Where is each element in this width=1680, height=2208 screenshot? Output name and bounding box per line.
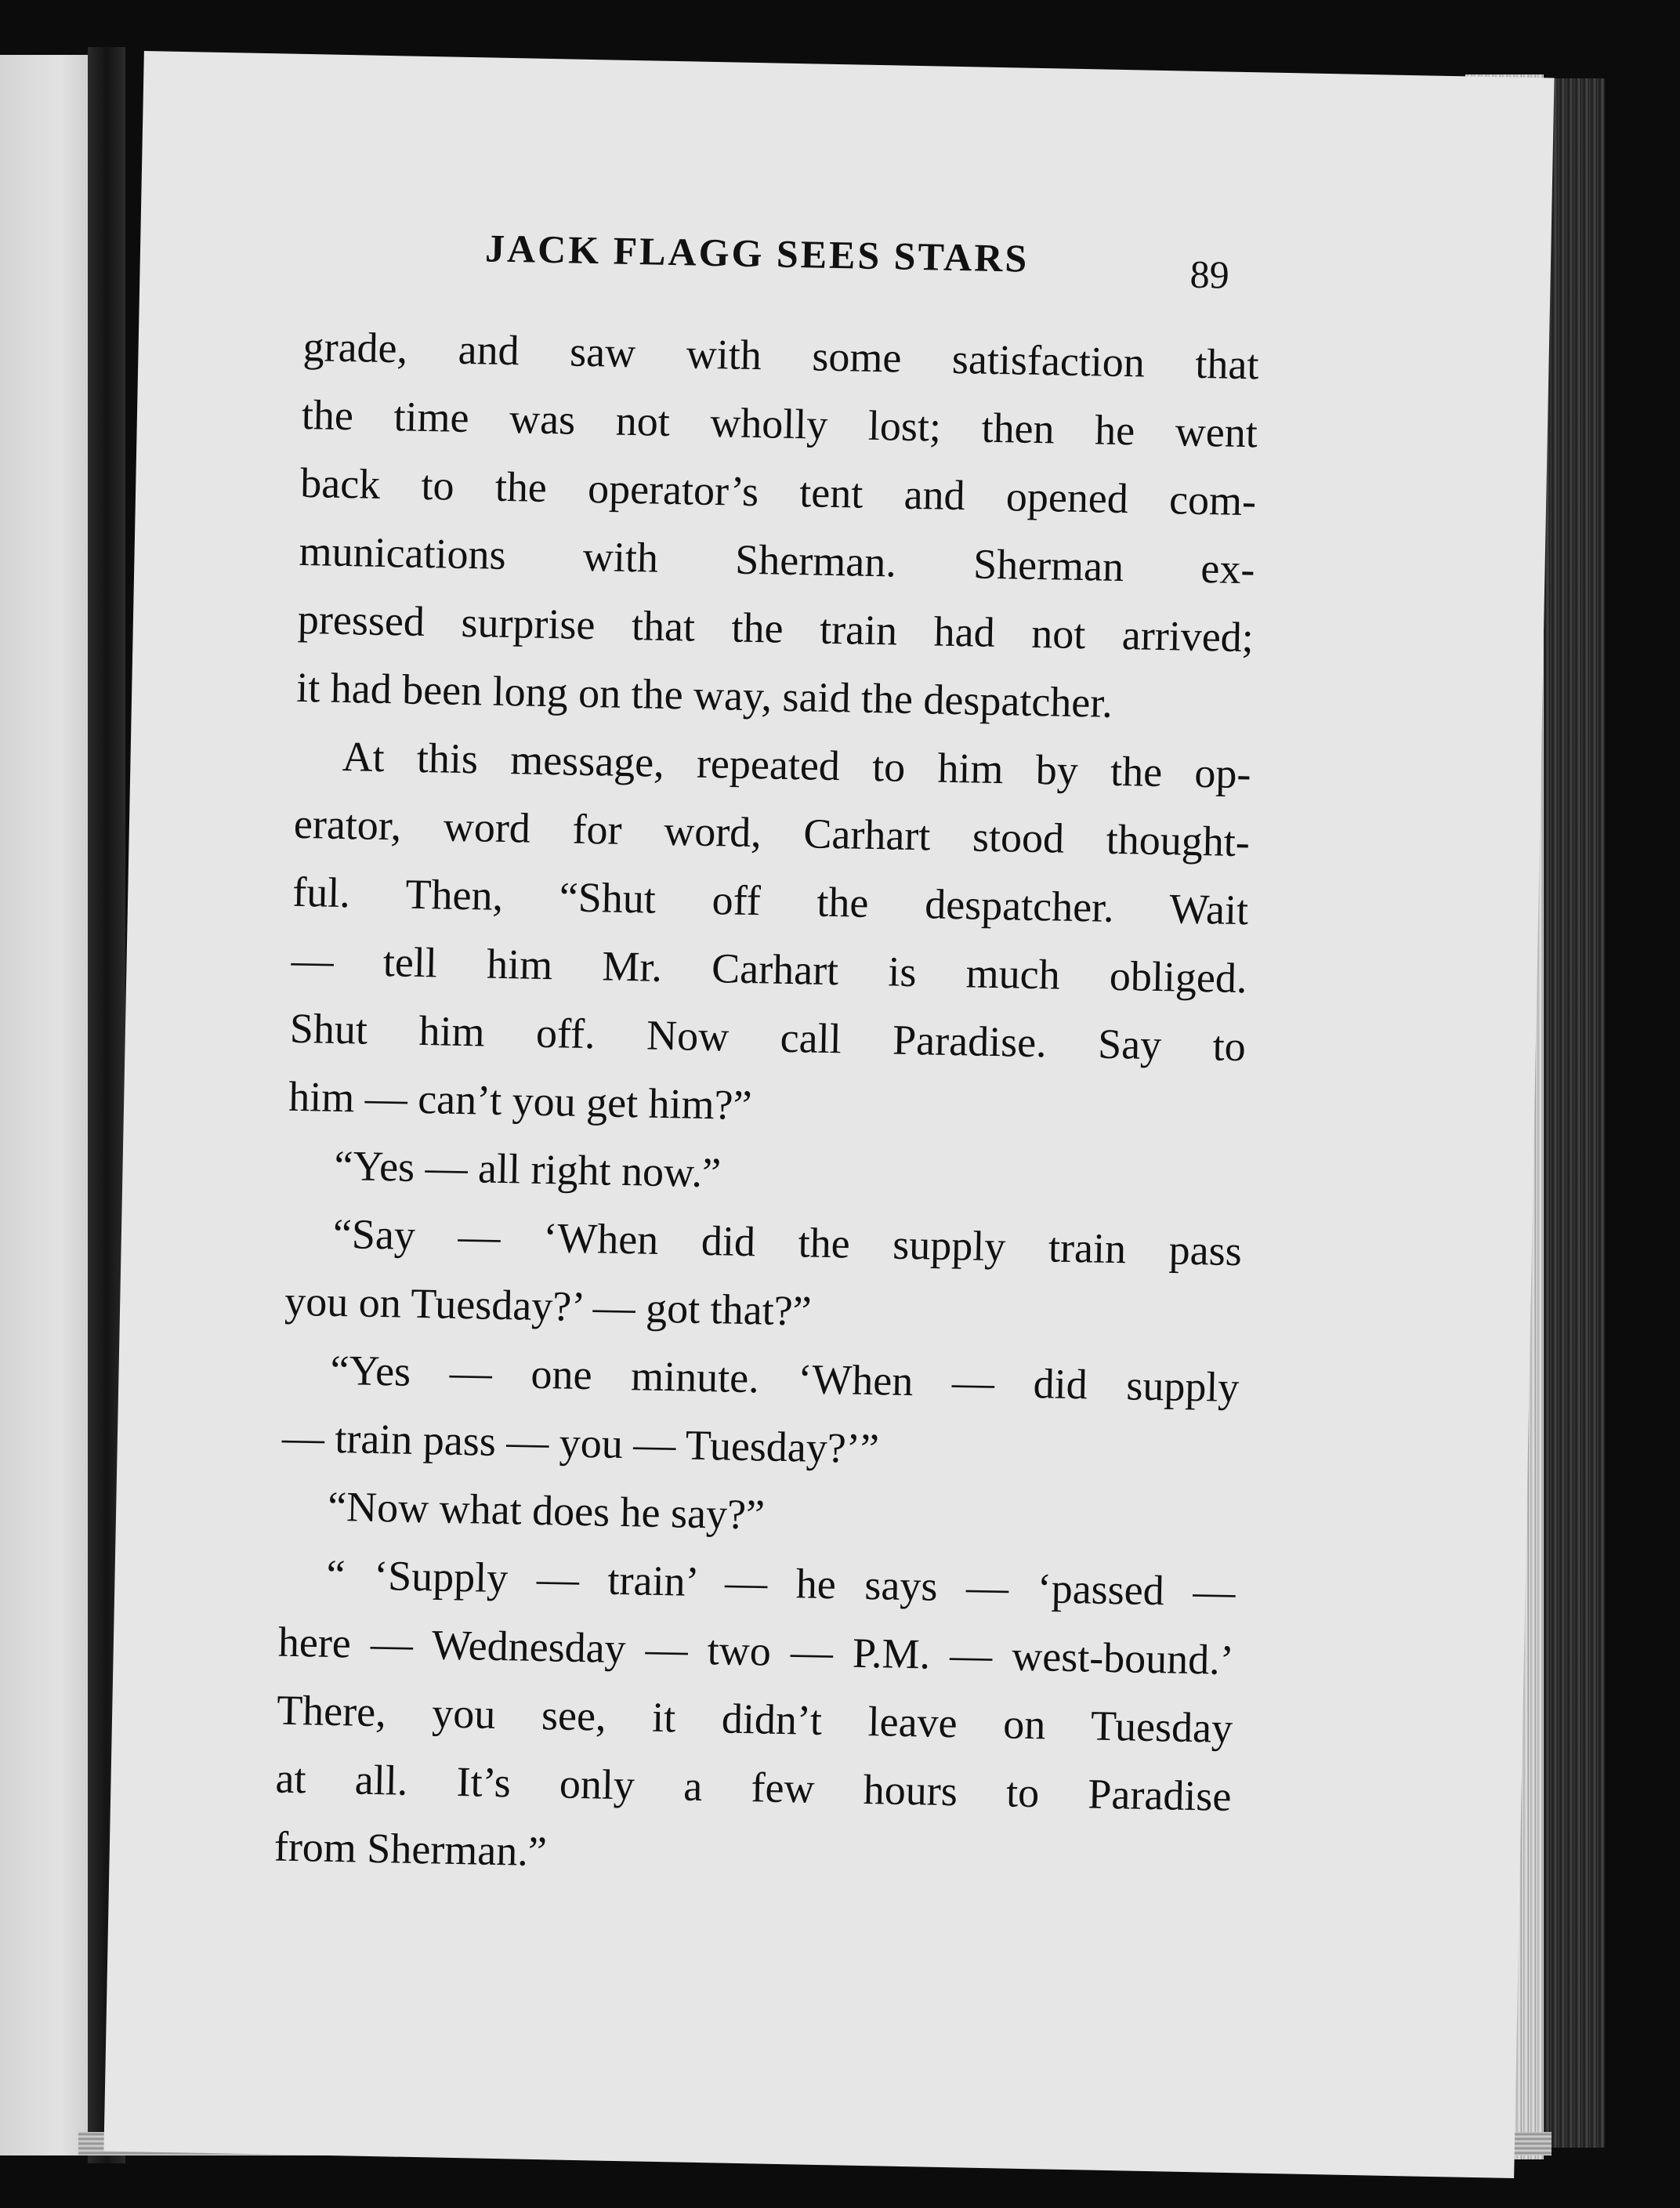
text-line: pressed surprise that the train had not arrived; <box>297 595 1255 662</box>
text-line: “Yes — all right now.” <box>334 1141 722 1197</box>
text-line: from Sherman.” <box>273 1822 548 1876</box>
text-line: “Yes — one minute. ‘When — did supply <box>330 1346 1240 1412</box>
text-line: “Now what does he say?” <box>327 1482 766 1539</box>
book-page <box>103 51 1554 2178</box>
body-text <box>273 313 1259 1899</box>
text-line: grade, and saw with some satisfaction that <box>302 322 1260 389</box>
text-line: — train pass — you — Tuesday?’” <box>281 1413 880 1473</box>
running-head: JACK FLAGG SEES STARS <box>484 226 1030 281</box>
text-line: you on Tuesday?’ — got that?” <box>284 1277 813 1335</box>
text-line: Shut him off. Now call Paradise. Say to <box>289 1004 1247 1071</box>
text-line: at all. It’s only a few hours to Paradise <box>275 1754 1232 1821</box>
text-line: erator, word for word, Carhart stood thought- <box>293 799 1251 866</box>
text-line: back to the operator’s tent and opened com- <box>299 459 1257 525</box>
text-line: — tell him Mr. Carhart is much obliged. <box>291 936 1248 1002</box>
text-line: “ ‘Supply — train’ — he says — ‘passed — <box>326 1550 1236 1616</box>
left-page-edge <box>0 55 88 2155</box>
page-number: 89 <box>1189 252 1230 297</box>
text-line: ful. Then, “Shut off the despatcher. Wait <box>291 868 1249 934</box>
text-line: At this message, repeated to him by the op- <box>342 732 1252 798</box>
text-line: munications with Sherman. Sherman ex- <box>299 527 1256 593</box>
text-line: it had been long on the way, said the despatcher. <box>295 663 1113 727</box>
text-line: him — can’t you get him?” <box>288 1072 753 1129</box>
text-line: There, you see, it didn’t leave on Tuesday <box>276 1686 1233 1753</box>
text-line: “Say — ‘When did the supply train pass <box>332 1209 1243 1275</box>
book-block-edge <box>1542 78 1605 2148</box>
text-line: here — Wednesday — two — P.M. — west-bound.’ <box>277 1618 1235 1684</box>
text-line: the time was not wholly lost; then he went <box>301 390 1258 457</box>
